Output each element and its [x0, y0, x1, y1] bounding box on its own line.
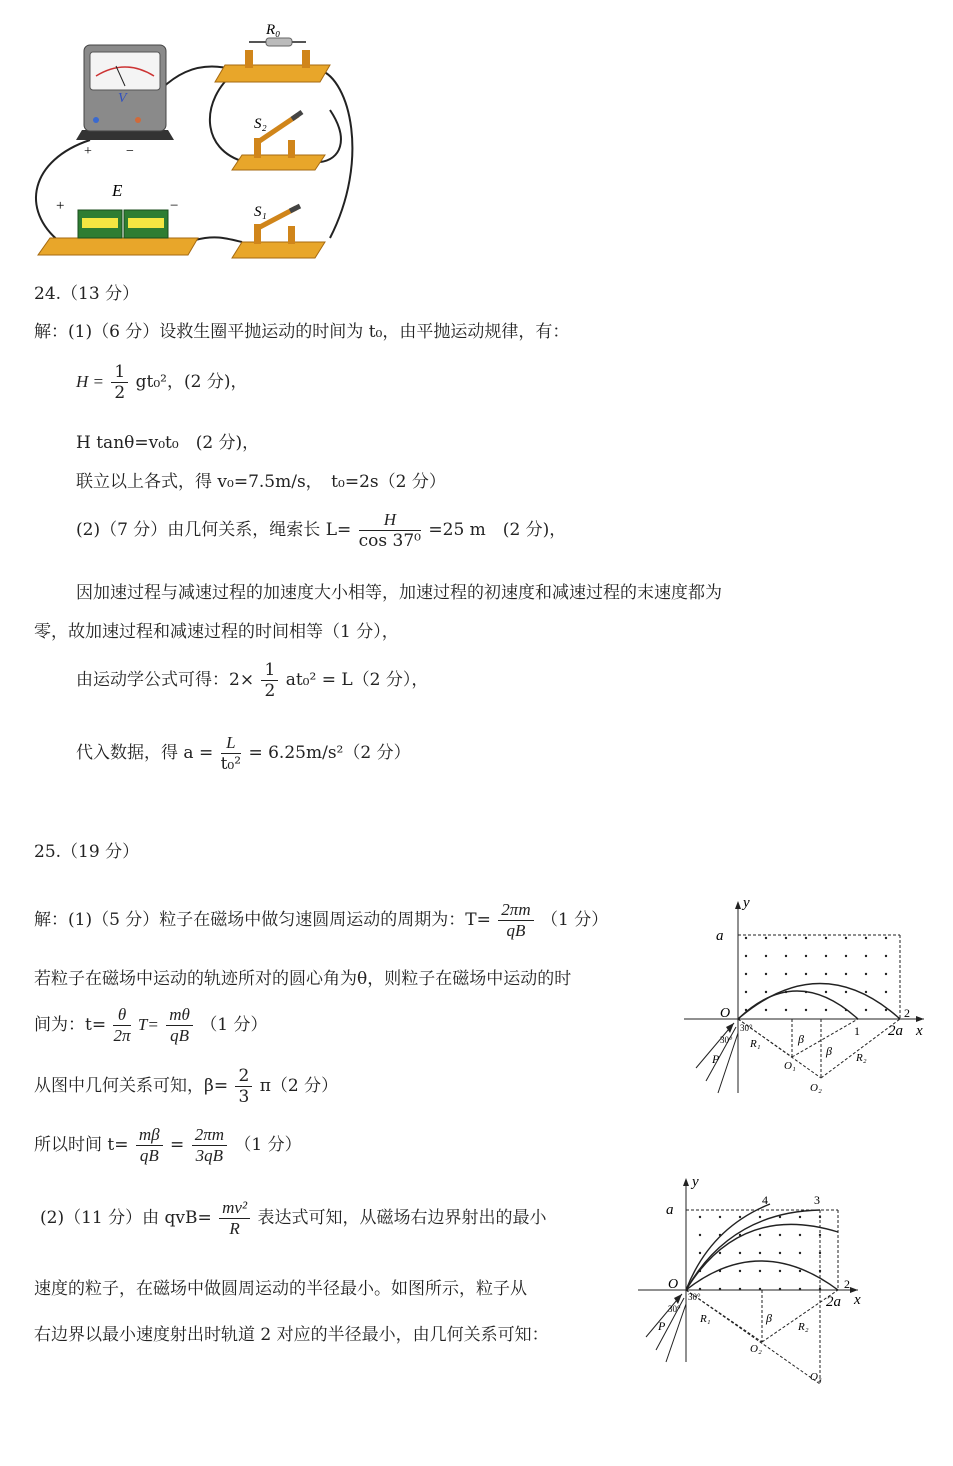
q24-eq5-left: 由运动学公式可得：2× [76, 670, 255, 690]
numerator: θ [113, 1005, 130, 1026]
fraction [261, 660, 278, 701]
fraction [136, 1125, 163, 1166]
numerator: H [359, 510, 421, 531]
a-label: a [666, 1202, 674, 1218]
fraction [111, 362, 128, 403]
denominator: 3qB [195, 1146, 224, 1165]
q24-eq1 [76, 362, 247, 403]
r1-label: R₁ [700, 1313, 711, 1325]
q24-eq5-right: at₀² = L（2 分）， [285, 670, 429, 690]
q24-eq1-left: H = [76, 372, 104, 391]
switch-s1 [232, 204, 325, 258]
q24-part2-right: =25 m (2 分)， [428, 520, 567, 540]
q24-eq3: 联立以上各式，得 v₀=7.5m/s， t₀=2s（2 分） [76, 472, 446, 492]
q25-line5-eq: = [170, 1135, 185, 1155]
trajectory-2-label: 2 [844, 1277, 850, 1291]
voltmeter [76, 45, 174, 159]
y-label: y [692, 1174, 699, 1190]
two-a-label: 2a [888, 1023, 903, 1039]
s1-label: S₁ [254, 204, 267, 220]
battery-minus-sign: − [170, 198, 179, 214]
numerator: 2πm [498, 900, 533, 921]
denominator: 3 [238, 1087, 250, 1107]
q25-line6-right: 表达式可知，从磁场右边界射出的最小 [257, 1208, 547, 1228]
y-axis-arrow [735, 901, 741, 909]
o2-label: O₂ [810, 1082, 822, 1094]
q25-line4-right: π（2 分） [259, 1076, 339, 1096]
denominator: qB [506, 921, 526, 940]
q25-line4-left: 从图中几何关系可知，β= [34, 1076, 229, 1096]
r1-label: R₁ [750, 1038, 761, 1050]
q24-title: 24.（13 分） [34, 284, 140, 304]
battery-e [38, 181, 198, 255]
q25-title: 25.（19 分） [34, 842, 140, 862]
q25-line2: 若粒子在磁场中运动的轨迹所对的圆心角为θ，则粒子在磁场中运动的时 [34, 969, 572, 989]
q25-line3-left: 间为：t= [34, 1015, 107, 1035]
numerator: mv² [219, 1198, 250, 1219]
q25-line5-left: 所以时间 t= [34, 1135, 129, 1155]
r2-label: R₂ [856, 1052, 867, 1064]
radius-r3 [686, 1290, 820, 1384]
a-label: a [716, 928, 724, 944]
denominator: cos 37⁰ [358, 531, 421, 551]
fraction [192, 1125, 227, 1166]
q25-line5-right: （1 分） [234, 1135, 302, 1155]
numerator: 2πm [192, 1125, 227, 1146]
two-a-label: 2a [826, 1294, 841, 1310]
fraction [498, 900, 533, 941]
origin-label: O [668, 1277, 679, 1292]
q24-eq6-left: 代入数据，得 a = [76, 743, 214, 763]
battery-label: E [112, 181, 123, 200]
q24-para3: 因加速过程与减速过程的加速度大小相等，加速过程的初速度和减速过程的末速度都为 [76, 583, 722, 603]
point-p-label: P [712, 1052, 720, 1066]
resistor-r0 [215, 22, 330, 82]
o2-label: O₂ [750, 1343, 762, 1355]
point-p-label: P [658, 1319, 666, 1333]
denominator: 2 [114, 383, 126, 403]
q24-part2-left: (2)（7 分）由几何关系，绳索长 L= [76, 520, 352, 540]
x-axis-arrow [916, 1016, 924, 1022]
q24-eq6-right: = 6.25m/s²（2 分） [248, 743, 411, 763]
q24-eq5 [76, 660, 428, 701]
fraction [113, 1005, 130, 1046]
trajectory-1-label: 1 [854, 1024, 860, 1038]
q25-line7: 速度的粒子，在磁场中做圆周运动的半径最小。如图所示，粒子从 [34, 1279, 527, 1299]
beta-1-label: β [798, 1032, 804, 1046]
numerator: 2 [235, 1066, 252, 1087]
meter-plus-sign: + [84, 144, 92, 159]
x-label: x [916, 1023, 923, 1039]
q25-line8: 右边界以最小速度射出时轨道 2 对应的半径最小，由几何关系可知： [34, 1325, 549, 1345]
beta-label: β [766, 1311, 772, 1325]
q25-line1-left: 解：(1)（5 分）粒子在磁场中做匀速圆周运动的周期为：T= [34, 910, 491, 930]
q25-line5 [34, 1125, 302, 1166]
y-axis-arrow [683, 1178, 689, 1186]
voltmeter-label: V [118, 91, 127, 106]
field-region [738, 935, 900, 1019]
trajectory-4-label: 4 [762, 1193, 768, 1207]
s2-label: S₂ [254, 116, 267, 132]
q24-intro: 解：(1)（6 分）设救生圈平抛运动的时间为 t₀，由平抛运动规律，有： [34, 322, 570, 342]
field-diagram-1 [676, 893, 936, 1103]
numerator: mθ [166, 1005, 193, 1026]
r2-label: R₂ [798, 1321, 809, 1333]
denominator: 2π [113, 1026, 131, 1045]
fraction [359, 510, 421, 551]
denominator: qB [170, 1026, 190, 1045]
denominator: 2 [264, 681, 276, 701]
q24-eq6 [76, 733, 411, 774]
r0-label: R₀ [266, 22, 281, 38]
q25-line1 [34, 900, 608, 941]
o1-label: O₁ [784, 1060, 796, 1072]
q25-line3-mid: T= [137, 1015, 159, 1034]
numerator: 1 [261, 660, 278, 681]
q25-line6 [40, 1198, 546, 1239]
q25-line4 [34, 1066, 338, 1107]
x-label: x [854, 1292, 861, 1308]
angle-30b-label: 30° [668, 1304, 681, 1314]
fraction [219, 1198, 250, 1239]
fraction [235, 1066, 252, 1107]
q25-line1-right: （1 分） [541, 910, 609, 930]
denominator: qB [139, 1146, 159, 1165]
numerator: L [221, 733, 241, 754]
origin-label: O [720, 1006, 731, 1021]
trajectory-2-label: 2 [904, 1006, 910, 1020]
circuit-diagram [20, 10, 370, 270]
trajectory-3-label: 3 [814, 1193, 820, 1207]
numerator: 1 [111, 362, 128, 383]
beta-2-label: β [826, 1044, 832, 1058]
q24-part2 [76, 510, 566, 551]
angle-30-label: 30° [688, 1292, 701, 1302]
denominator: R [229, 1219, 240, 1238]
wire-s2-right [320, 110, 341, 162]
angle-30b-label: 30° [720, 1035, 733, 1045]
fraction [221, 733, 241, 774]
angle-30-label: 30° [740, 1023, 753, 1033]
wire-battery-s1 [195, 237, 242, 242]
switch-s2 [232, 112, 325, 170]
q25-line3-right: （1 分） [200, 1015, 268, 1035]
wire-r0-s2 [210, 72, 245, 162]
q24-eq1-right: gt₀²，(2 分)， [135, 372, 248, 392]
battery-plus-sign: + [56, 198, 65, 214]
meter-minus-sign: − [126, 144, 134, 159]
q24-para4: 零，故加速过程和减速过程的时间相等（1 分）， [34, 622, 399, 642]
o3-label: O₃ [810, 1371, 822, 1383]
q25-line6-left: (2)（11 分）由 qvB= [40, 1208, 212, 1228]
fraction [166, 1005, 193, 1046]
field-diagram-2 [630, 1172, 870, 1392]
q24-eq2: H tanθ=v₀t₀ (2 分)， [76, 433, 260, 453]
y-label: y [743, 895, 750, 911]
q25-line3 [34, 1005, 268, 1046]
denominator: t₀² [220, 754, 242, 774]
numerator: mβ [136, 1125, 163, 1146]
